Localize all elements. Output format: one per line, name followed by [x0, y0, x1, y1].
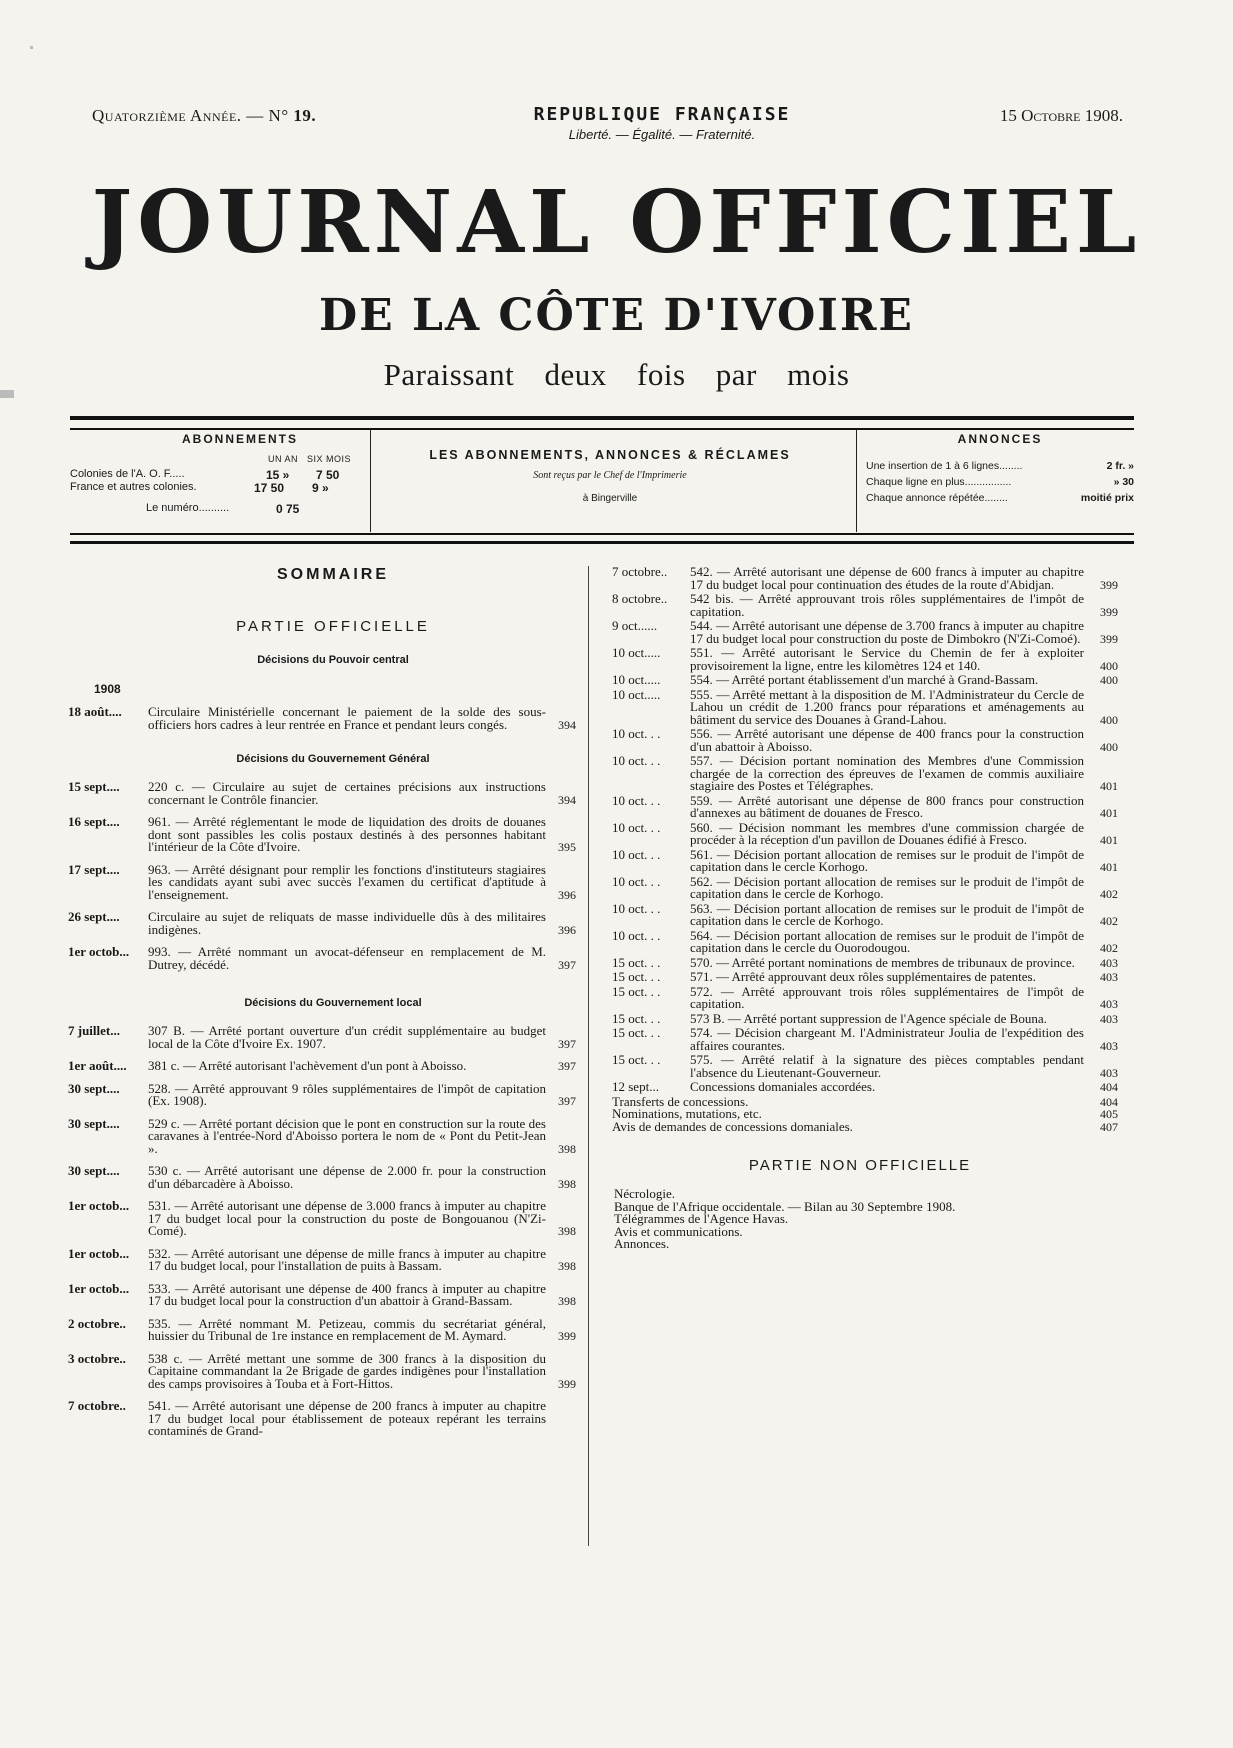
entry-date: 15 oct. . . [612, 1012, 661, 1025]
entry-date: 10 oct. . . [612, 728, 661, 741]
sommaire-entry [612, 819, 1118, 847]
entry-date: 30 sept.... [68, 1117, 120, 1131]
republic-name: REPUBLIQUE FRANÇAISE [533, 104, 791, 125]
entry-page: 394 [558, 792, 576, 807]
entry-date: 10 oct. . . [612, 875, 661, 889]
issue-number: 19. [293, 106, 317, 125]
sommaire-entry [68, 1163, 576, 1191]
non-officielle-list [612, 1188, 1108, 1251]
abonnements-box [70, 432, 370, 516]
entry-date: 1er octob... [68, 1282, 130, 1296]
non-officielle-item: Avis et communications. [614, 1223, 743, 1239]
entry-text: 542 bis. — Arrêté approuvant trois rôles supplémentaires de l'impôt de capitation. [690, 591, 1084, 619]
annonce-row [866, 476, 1134, 492]
entry-text: 528. — Arrêté approuvant 9 rôles supplémentaires de l'impôt de capitation (Ex. 1908). [148, 1080, 546, 1108]
entry-text: 220 c. — Circulaire au sujet de certaines précisions aux instructions concernant le Contrôle financier. [148, 779, 546, 807]
sommaire-right-column [612, 564, 1118, 1251]
entry-text: 559. — Arrêté autorisant une dépense de 800 francs pour construction d'annexes au bâtiment de douanes de Fresco. [690, 792, 1084, 820]
entry-date: 10 oct. . . [612, 755, 661, 768]
misc-text: Transferts de concessions. [612, 1093, 749, 1109]
sommaire-entry [68, 1350, 576, 1391]
sommaire-entry [612, 672, 1118, 687]
entry-date: 10 oct. . . [612, 848, 661, 862]
entry-page: 401 [1100, 860, 1118, 874]
entry-text: 538 c. — Arrêté mettant une somme de 300 francs à la disposition du Capitaine commandant la 2e Brigade de gardes indigènes pour l'installation des camps provisoires à Touba et à Fort-Hittos. [148, 1350, 546, 1391]
sommaire-entry [612, 1025, 1118, 1053]
entry-date: 1er août.... [68, 1060, 127, 1073]
entry-text: 564. — Décision portant allocation de remises sur le produit de l'impôt de capitation dans le cercle du Ouorodougou. [690, 927, 1084, 955]
sommaire-entry [612, 726, 1118, 754]
entry-page: 400 [1100, 673, 1118, 687]
non-officielle-item: Nécrologie. [614, 1186, 676, 1201]
sommaire-entry [68, 1245, 576, 1273]
entry-page: 398 [558, 1259, 576, 1273]
entry-text: 575. — Arrêté relatif à la signature des pièces comptables pendant l'absence du Lieutenant-Gouverneur. [690, 1052, 1084, 1080]
entry-text: 570. — Arrêté portant nominations de membres de tribunaux de province. [690, 954, 1075, 970]
issue-header [92, 104, 1123, 144]
annonce-price: 2 fr. » [1106, 460, 1134, 472]
sommaire-entry [68, 1315, 576, 1343]
entries-gouv-local [68, 1023, 576, 1438]
sommaire-entry [68, 1058, 576, 1073]
entry-page: 402 [1100, 914, 1118, 928]
scan-speck [30, 46, 33, 49]
abonnement-label: Colonies de l'A. O. F..... [70, 468, 185, 480]
entry-text: 529 c. — Arrêté portant décision que le pont en construction sur la route des caravanes à l'entrée-Nord d'Aboisso portera le nom de « Pont du Petit-Jean ». [148, 1115, 546, 1156]
entry-date: 17 sept.... [68, 863, 120, 877]
entry-text: 542. — Arrêté autorisant une dépense de 600 francs à imputer au chapitre 17 du budget local pour continuation des études de la route d'Abidjan. [690, 564, 1084, 592]
sommaire-entry [612, 954, 1118, 970]
entry-page: 398 [558, 1224, 576, 1238]
entry-text: 307 B. — Arrêté portant ouverture d'un crédit supplémentaire au budget local de la Côte d'Ivoire Ex. 1907. [148, 1023, 546, 1051]
journal-title: JOURNAL OFFICIEL [91, 172, 1142, 273]
sommaire-entry [612, 591, 1118, 619]
price-un-an: 17 50 [254, 481, 285, 495]
misc-page: 407 [1100, 1119, 1118, 1134]
entry-date: 7 juillet... [68, 1025, 120, 1038]
entry-page: 403 [1100, 955, 1118, 970]
issue-date: 15 Octobre 1908. [999, 106, 1123, 125]
band-separator [856, 430, 857, 532]
entries-pouvoir-central [68, 704, 576, 732]
annonce-label: Une insertion de 1 à 6 lignes........ [866, 460, 1023, 472]
abonnements-columns [260, 454, 352, 464]
non-officielle-item: Banque de l'Afrique occidentale. — Bilan au 30 Septembre 1908. [614, 1198, 956, 1214]
entry-page: 399 [1100, 577, 1118, 592]
entry-date: 7 octobre.. [68, 1400, 126, 1413]
entry-text: 961. — Arrêté réglementant le mode de liquidation des droits de douanes dont sont passibles les colis postaux destinés à des personnes habitant l'intérieur de la Côte d'Ivoire. [148, 814, 546, 854]
entry-page: 401 [1100, 806, 1118, 820]
numero-row [146, 502, 300, 516]
sommaire-entry [68, 1115, 576, 1156]
entry-page: 394 [558, 717, 576, 732]
abonnement-label: France et autres colonies. [70, 481, 197, 493]
entry-text: 554. — Arrêté portant établissement d'un marché à Grand-Bassam. [690, 672, 1039, 687]
entry-page: 404 [1100, 1080, 1118, 1094]
column-divider [588, 566, 589, 1546]
price-six-mois: 9 » [312, 481, 329, 495]
year-label: 1908 [94, 682, 121, 696]
entry-date: 15 oct. . . [612, 1054, 661, 1067]
entry-page: 399 [1100, 631, 1118, 646]
sommaire-entry [612, 900, 1118, 928]
sommaire-entry [68, 909, 576, 937]
entry-date: 10 oct. . . [612, 902, 661, 916]
entry-page: 403 [1100, 1038, 1118, 1053]
entry-text: 574. — Décision chargeant M. l'Administrateur Joulia de l'expédition des affaires courantes. [690, 1025, 1084, 1053]
entry-text: 563. — Décision portant allocation de remises sur le produit de l'impôt de capitation dans le cercle de Korhogo. [690, 900, 1084, 928]
sommaire-entry [612, 983, 1118, 1011]
price-six-mois: 7 50 [316, 468, 340, 482]
sommaire-title: SOMMAIRE [277, 566, 389, 583]
annonce-row [866, 460, 1134, 476]
misc-page: 405 [1100, 1107, 1118, 1121]
misc-text: Avis de demandes de concessions domaniales. [612, 1118, 853, 1134]
sommaire-entry [68, 779, 576, 807]
entry-text: 541. — Arrêté autorisant une dépense de 200 francs à imputer au chapitre 17 du budget local pour établissement de poteaux repérant les terrains contaminés de Grand- [148, 1398, 546, 1438]
entry-date: 12 sept... [612, 1081, 659, 1094]
sommaire-entry [612, 1052, 1118, 1080]
entry-date: 7 octobre.. [612, 566, 668, 579]
entry-page: 399 [558, 1329, 576, 1343]
journal-tagline: Paraissant deux fois par mois [383, 357, 850, 392]
entry-page: 395 [558, 840, 576, 854]
numero-price: 0 75 [276, 502, 300, 516]
sommaire-entry [612, 564, 1118, 592]
sommaire-entry [68, 814, 576, 854]
entry-page: 396 [558, 922, 576, 937]
entry-date: 1er octob... [68, 1247, 130, 1261]
misc-entry [612, 1118, 1118, 1134]
sommaire-entry [612, 1010, 1118, 1026]
entries-gouv-general [68, 779, 576, 972]
double-rule-top [70, 416, 1134, 430]
sommaire-entry [68, 1198, 576, 1238]
entry-page: 400 [1100, 739, 1118, 754]
section-pouvoir-central: Décisions du Pouvoir central [257, 654, 409, 666]
entry-date: 8 octobre.. [612, 593, 668, 606]
entry-date: 30 sept.... [68, 1165, 120, 1178]
entry-page: 397 [558, 1036, 576, 1051]
entry-page: 401 [1100, 779, 1118, 793]
entry-text: 993. — Arrêté nommant un avocat-défenseur en remplacement de M. Dutrey, décédé. [148, 944, 546, 972]
entry-date: 16 sept.... [68, 816, 120, 829]
entry-text: 557. — Décision portant nomination des Membres d'une Commission chargée de la correction des épreuves de l'examen de commis auxiliaire stagiaire des Postes et Télégraphes. [690, 753, 1084, 793]
annonces-heading: ANNONCES [957, 432, 1043, 446]
entry-text: 963. — Arrêté désignant pour remplir les fonctions d'instituteurs stagiaires les candidats ayant subi avec succès l'examen du certificat d'aptitude à l'enseignement. [148, 861, 546, 902]
numero-label: Le numéro.......... [146, 502, 230, 514]
entry-text: 532. — Arrêté autorisant une dépense de mille francs à imputer au chapitre 17 du budget local, pour l'installation de puits à Bassam. [148, 1245, 546, 1273]
annonce-price: » 30 [1113, 476, 1134, 488]
entry-date: 10 oct. . . [612, 794, 661, 808]
col-six-mois: SIX MOIS [306, 454, 351, 464]
sommaire-entry [68, 1080, 576, 1108]
entry-date: 15 oct. . . [612, 971, 661, 984]
entry-text: 560. — Décision nommant les membres d'une commission chargée de procéder à la réception d'un pavillon de Douanes édifié à Fresco. [690, 819, 1084, 847]
sommaire-entry [612, 645, 1118, 673]
centre-heading: LES ABONNEMENTS, ANNONCES & RÉCLAMES [429, 448, 791, 462]
entry-page: 398 [558, 1141, 576, 1156]
entry-text: 530 c. — Arrêté autorisant une dépense de 2.000 fr. pour la construction d'un débarcadère à Aboisso. [148, 1163, 546, 1191]
annonce-label: Chaque annonce répétée........ [866, 492, 1008, 504]
entry-text: Circulaire au sujet de reliquats de masse individuelle dûs à des militaires indigènes. [148, 909, 546, 937]
entry-text: 555. — Arrêté mettant à la disposition de M. l'Administrateur du Cercle de Lahou un crédit de 1.200 francs pour réparations et aménagements au bâtiment du service des Douanes à Grand-Lahou. [690, 686, 1084, 727]
sommaire-left-column [68, 566, 576, 1448]
abonnements-heading: ABONNEMENTS [181, 432, 298, 446]
entry-text: 381 c. — Arrêté autorisant l'achèvement d'un pont à Aboisso. [148, 1058, 467, 1073]
entry-page: 401 [1100, 833, 1118, 847]
entry-page: 398 [558, 1176, 576, 1191]
issue-info [92, 106, 316, 126]
entry-text: 571. — Arrêté approuvant deux rôles supplémentaires de patentes. [690, 969, 1036, 984]
misc-entries [612, 1093, 1118, 1134]
double-rule-bottom [70, 533, 1134, 544]
entry-page: 398 [558, 1294, 576, 1308]
entry-date: 10 oct..... [612, 674, 661, 687]
republic-motto: Liberté. — Égalité. — Fraternité. [568, 127, 756, 142]
entry-page: 402 [1100, 887, 1118, 901]
partie-non-officielle-heading: PARTIE NON OFFICIELLE [748, 1157, 972, 1174]
entry-date: 15 oct. . . [612, 956, 661, 969]
price-un-an: 15 » [266, 468, 290, 482]
sommaire-entry [612, 873, 1118, 901]
non-officielle-item: Annonces. [614, 1236, 670, 1251]
entry-page: 396 [558, 887, 576, 902]
entry-text: 544. — Arrêté autorisant une dépense de 3.700 francs à imputer au chapitre 17 du budget local pour construction du poste de Dimbokro (N'Zi-Comoé). [690, 618, 1084, 646]
annonces-box [866, 432, 1134, 508]
entry-date: 15 oct. . . [612, 1027, 661, 1040]
republic-block [452, 104, 872, 142]
partie-officielle-heading: PARTIE OFFICIELLE [236, 618, 430, 635]
sommaire-entry [612, 618, 1118, 646]
sommaire-entry [68, 861, 576, 902]
issue-label: Quatorzième Année. — N° [92, 106, 289, 125]
entry-date: 2 octobre.. [68, 1317, 126, 1331]
band-separator [370, 430, 371, 532]
entry-date: 1er octob... [68, 1200, 130, 1213]
sommaire-entry [68, 1280, 576, 1308]
entry-date: 15 sept.... [68, 781, 120, 794]
entry-text: 551. — Arrêté autorisant le Service du Chemin de fer à exploiter provisoirement la ligne, entre les kilomètres 124 et 140. [690, 645, 1084, 673]
entry-page: 403 [1100, 1011, 1118, 1026]
misc-text: Nominations, mutations, etc. [612, 1106, 762, 1121]
annonce-label: Chaque ligne en plus................ [866, 476, 1012, 488]
sommaire-entry [612, 927, 1118, 955]
sommaire-entry [68, 1400, 568, 1438]
entry-text: Circulaire Ministérielle concernant le paiement de la solde des sous-officiers hors cadres à leur rentrée en France et pendant leurs congés. [148, 704, 546, 732]
entry-date: 1er octob... [68, 946, 130, 959]
entry-text: 533. — Arrêté autorisant une dépense de 400 francs à imputer au chapitre 17 du budget local pour la construction d'un abattoir à Grand-Bassam. [148, 1280, 546, 1308]
entry-page: 403 [1100, 1065, 1118, 1080]
centre-place: à Bingerville [582, 493, 638, 504]
entry-page: 397 [558, 957, 576, 972]
sommaire-entry [612, 686, 1118, 727]
entry-date: 15 oct. . . [612, 985, 661, 999]
col-un-an: UN AN [267, 454, 298, 464]
section-gouv-general: Décisions du Gouvernement Général [236, 753, 430, 765]
sommaire-entry [612, 753, 1118, 793]
section-gouv-local: Décisions du Gouvernement local [244, 997, 422, 1009]
entries-right [612, 564, 1118, 1094]
entry-text: 573 B. — Arrêté portant suppression de l'Agence spéciale de Bouna. [690, 1010, 1047, 1026]
sommaire-entry [68, 1023, 576, 1051]
entry-date: 10 oct..... [612, 647, 661, 660]
entry-date: 3 octobre.. [68, 1352, 126, 1366]
annonce-row [866, 492, 1134, 508]
entry-text: 561. — Décision portant allocation de remises sur le produit de l'impôt de capitation dans le cercle Korhogo. [690, 846, 1084, 874]
entry-date: 26 sept.... [68, 911, 120, 924]
centre-box [380, 448, 840, 504]
abonnement-row [70, 468, 340, 482]
centre-sub: Sont reçus par le Chef de l'Imprimerie [533, 470, 687, 481]
entry-page: 400 [1100, 658, 1118, 673]
abonnement-row [70, 481, 329, 495]
sommaire-entry [68, 944, 576, 972]
entry-text: 562. — Décision portant allocation de remises sur le produit de l'impôt de capitation dans le cercle de Korhogo. [690, 873, 1084, 901]
entry-text: 535. — Arrêté nommant M. Petizeau, commis du secrétariat général, huissier du Tribunal de 1re instance en remplacement de M. Aymard. [148, 1315, 546, 1343]
entry-text: 556. — Arrêté autorisant une dépense de 400 francs pour la construction d'un abattoir à Aboisso. [690, 726, 1084, 754]
non-officielle-item: Télégrammes de l'Agence Havas. [614, 1211, 789, 1226]
entry-page: 400 [1100, 712, 1118, 727]
misc-page: 404 [1100, 1094, 1118, 1109]
entry-date: 10 oct. . . [612, 929, 661, 943]
sommaire-entry [612, 846, 1118, 874]
entry-page: 403 [1100, 997, 1118, 1011]
entry-date: 9 oct...... [612, 620, 658, 633]
entry-date: 30 sept.... [68, 1082, 120, 1096]
entry-page: 403 [1100, 970, 1118, 984]
entry-text: 531. — Arrêté autorisant une dépense de 3.000 francs à imputer au chapitre 17 du budget local pour la construction du poste de Bongouanou (N'Zi-Comé). [148, 1198, 546, 1238]
journal-subtitle: DE LA CÔTE D'IVOIRE [319, 290, 914, 341]
entry-date: 10 oct. . . [612, 821, 661, 835]
entry-page: 399 [558, 1376, 576, 1391]
sommaire-entry [612, 1079, 1118, 1094]
subscription-band [70, 416, 1134, 544]
sommaire-entry [612, 969, 1118, 984]
sommaire-entry [68, 704, 576, 732]
entry-page: 402 [1100, 941, 1118, 955]
annonce-price: moitié prix [1080, 492, 1134, 504]
entry-page: 397 [558, 1094, 576, 1108]
sommaire-entry [612, 792, 1118, 820]
entry-page: 397 [558, 1059, 576, 1073]
entry-date: 10 oct..... [612, 688, 661, 702]
entry-text: Concessions domaniales accordées. [690, 1079, 876, 1094]
entry-page: 399 [1100, 604, 1118, 619]
entry-text: 572. — Arrêté approuvant trois rôles supplémentaires de l'impôt de capitation. [690, 983, 1084, 1011]
entry-date: 18 août.... [68, 706, 122, 719]
